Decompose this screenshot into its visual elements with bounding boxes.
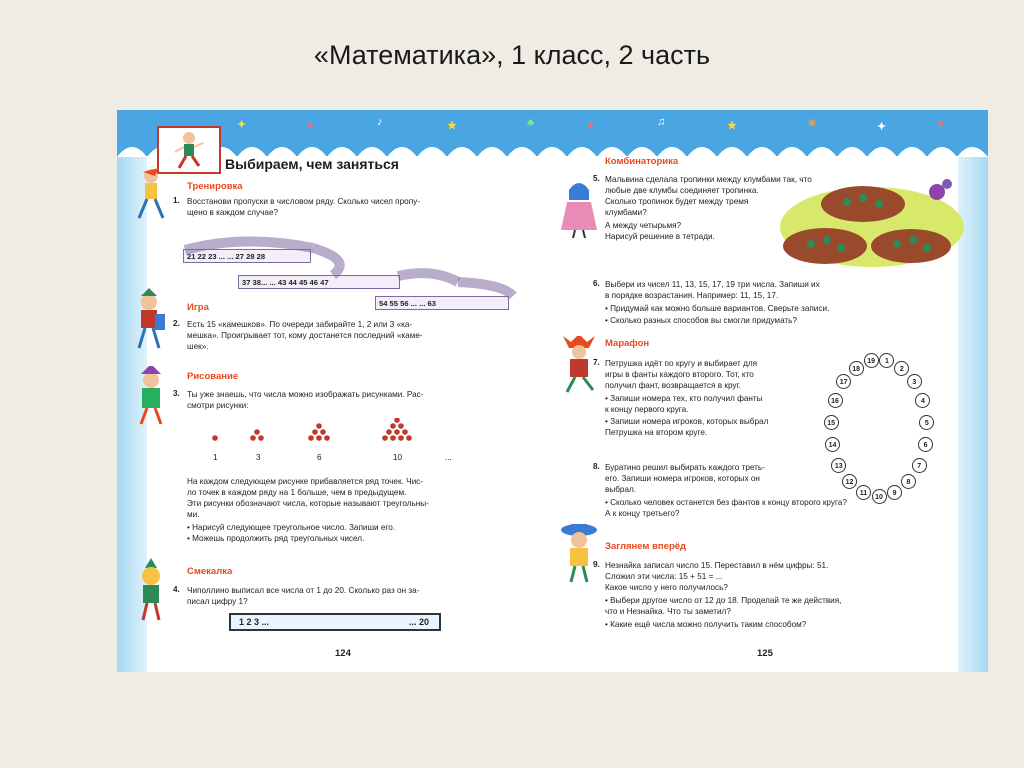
player-number: 4 (915, 393, 930, 408)
task-9-line: Незнайка записал число 15. Переставил в нём цифры: 51. (605, 561, 829, 570)
task-1-line: щено в каждом случае? (187, 208, 279, 217)
wavy-border-icon (117, 137, 988, 157)
task-8-line: его. Запиши номера игроков, которых он (605, 474, 760, 483)
task-9-line: Сложил эти числа: 15 + 51 = ... (605, 572, 723, 581)
task-6-line: в порядке возрастания. Например: 11, 15, 17. (605, 291, 779, 300)
player-number: 1 (879, 353, 894, 368)
task-5-line: Нарисуй решение в тетради. (605, 232, 715, 241)
task-5-number: 5. (593, 174, 600, 183)
player-number: 7 (912, 458, 927, 473)
clown-icon (125, 366, 175, 426)
player-number: 11 (856, 485, 871, 500)
heart-icon: ♥ (937, 118, 944, 130)
task-9-bullet: • Выбери другое число от 12 до 18. Проделай те же действия, (605, 596, 842, 605)
task-3-text: ми. (187, 510, 200, 519)
task-3-text: ло точек в каждом ряду на 1 больше, чем в предыдущем. (187, 488, 407, 497)
player-number: 5 (919, 415, 934, 430)
heart-icon: ♥ (307, 120, 314, 132)
player-number: 12 (842, 474, 857, 489)
task-9-line: что и Незнайка. Что ты заметил? (605, 607, 731, 616)
note-icon: ♪ (377, 116, 383, 128)
number-strip-start: 1 2 3 ... (239, 617, 270, 627)
player-number: 17 (836, 374, 851, 389)
task-4-line: писал цифру 1? (187, 597, 248, 606)
task-3-bullet: • Нарисуй следующее треугольное число. Запиши его. (187, 523, 396, 532)
star-icon: ✦ (877, 121, 887, 133)
task-6-bullet: • Придумай как можно больше вариантов. Сверьте записи. (605, 304, 830, 313)
section-drawing: Рисование (187, 371, 239, 382)
player-number: 2 (894, 361, 909, 376)
task-8-number: 8. (593, 462, 600, 471)
number-ribbon: 37 38... ... 43 44 45 46 47 (238, 275, 400, 289)
task-9-bullet: • Какие ещё числа можно получить таким способом? (605, 620, 807, 629)
triangle-label: 1 (213, 453, 218, 462)
section-training: Тренировка (187, 181, 243, 192)
malvina-icon (557, 178, 603, 240)
task-4-line: Чиполлино выписал все числа от 1 до 20. Сколько раз он за- (187, 586, 420, 595)
decorative-top-border (117, 110, 988, 156)
task-3-line: смотри рисунки: (187, 401, 249, 410)
star-icon: ★ (447, 120, 457, 132)
task-4-number: 4. (173, 585, 180, 594)
player-number: 18 (849, 361, 864, 376)
player-number: 6 (918, 437, 933, 452)
task-2-line: шек». (187, 342, 209, 351)
task-7-bullet: • Запиши номера игроков, которых выбрал (605, 417, 769, 426)
task-8-bullet: • Сколько человек останется без фантов к концу второго круга? (605, 498, 847, 507)
flowerbeds-illustration (777, 172, 967, 282)
task-7-line: Петрушка идёт по кругу и выбирает для (605, 359, 758, 368)
number-strip-end: ... 20 (408, 617, 429, 627)
player-number: 3 (907, 374, 922, 389)
task-9-number: 9. (593, 560, 600, 569)
section-smarts: Смекалка (187, 566, 233, 577)
textbook-spread (117, 110, 988, 672)
task-3-line: Ты уже знаешь, что числа можно изображать рисунками. Рас- (187, 390, 424, 399)
task-5-line: Сколько тропинок будет между тремя (605, 197, 749, 206)
slide-title: «Математика», 1 класс, 2 часть (313, 40, 711, 70)
task-7-bullet: Петрушка на втором круге. (605, 428, 708, 437)
ribbon-curl-icon (183, 230, 523, 318)
onion-boy-icon (129, 558, 173, 624)
heart-icon: ♥ (587, 120, 594, 132)
section-game: Игра (187, 302, 209, 313)
task-1-number: 1. (173, 196, 180, 205)
task-2-line: мешка». Проигрывает тот, кому достанется последний «камe- (187, 331, 423, 340)
page-number-right: 125 (757, 648, 773, 659)
section-look-ahead: Заглянем вперёд (605, 541, 687, 552)
pinocchio-icon (125, 164, 175, 224)
star-icon: ✦ (237, 119, 247, 131)
task-8-line: Буратино решил выбирать каждого треть- (605, 463, 765, 472)
task-7-bullet: • Запиши номера тех, кто получил фанты (605, 394, 763, 403)
triangle-label: 3 (256, 453, 261, 462)
task-2-number: 2. (173, 319, 180, 328)
task-6-number: 6. (593, 279, 600, 288)
task-2-line: Есть 15 «камешков». По очереди забирайте 1, 2 или 3 «ка- (187, 320, 413, 329)
triangle-label: 10 (393, 453, 403, 462)
task-5-line: А между четырьмя? (605, 221, 682, 230)
player-number: 13 (831, 458, 846, 473)
task-7-bullet: к концу первого круга. (605, 405, 689, 414)
task-1-line: Восстанови пропуски в числовом ряду. Сколько чисел пропу- (187, 197, 420, 206)
neznayka-icon (555, 522, 605, 584)
page-number-left: 124 (335, 648, 351, 659)
task-3-text: Эти рисунки обозначают числа, которые называют треугольны- (187, 499, 429, 508)
player-number: 14 (825, 437, 840, 452)
triangle-label: ... (445, 453, 452, 462)
player-number: 16 (828, 393, 843, 408)
number-strip (229, 613, 441, 631)
triangle-label: 6 (317, 453, 322, 462)
task-3-bullet: • Можешь продолжить ряд треугольных чисел. (187, 534, 365, 543)
task-6-bullet: • Сколько разных способов вы смогли придумать? (605, 316, 798, 325)
player-number: 9 (887, 485, 902, 500)
task-7-number: 7. (593, 358, 600, 367)
task-7-line: игры в фанты каждого второго. Тот, кто (605, 370, 754, 379)
player-number: 15 (824, 415, 839, 430)
task-5-line: любые две клумбы соединяет тропинка. (605, 186, 759, 195)
section-combinatorics: Комбинаторика (605, 156, 679, 167)
note-icon: ♫ (657, 116, 666, 128)
page-heading: Выбираем, чем заняться (225, 156, 399, 172)
task-5-line: клумбами? (605, 208, 647, 217)
triangular-dots-figure (207, 418, 437, 450)
player-number: 19 (864, 353, 879, 368)
task-9-line: Какое число у него получилось? (605, 583, 728, 592)
task-6-line: Выбери из чисел 11, 13, 15, 17, 19 три числа. Запиши их (605, 280, 820, 289)
task-8-line: А к концу третьего? (605, 509, 680, 518)
leaf-icon: ♣ (527, 117, 535, 129)
sun-icon: ☀ (807, 118, 817, 130)
task-7-line: получил фант, возвращается в круг. (605, 381, 741, 390)
number-ribbon: 21 22 23 ... ... 27 28 28 (183, 249, 311, 263)
player-number: 10 (872, 489, 887, 504)
chipollino-icon (125, 288, 175, 354)
task-8-line: выбрал. (605, 485, 637, 494)
player-number: 8 (901, 474, 916, 489)
number-ribbon: 54 55 56 ... ... 63 (375, 296, 509, 310)
task-3-text: На каждом следующем рисунке прибавляется ряд точек. Чис- (187, 477, 423, 486)
task-3-number: 3. (173, 389, 180, 398)
task-5-line: Мальвина сделала тропинки между клумбами так, что (605, 175, 812, 184)
star-icon: ★ (727, 120, 737, 132)
section-marathon: Марафон (605, 338, 650, 349)
